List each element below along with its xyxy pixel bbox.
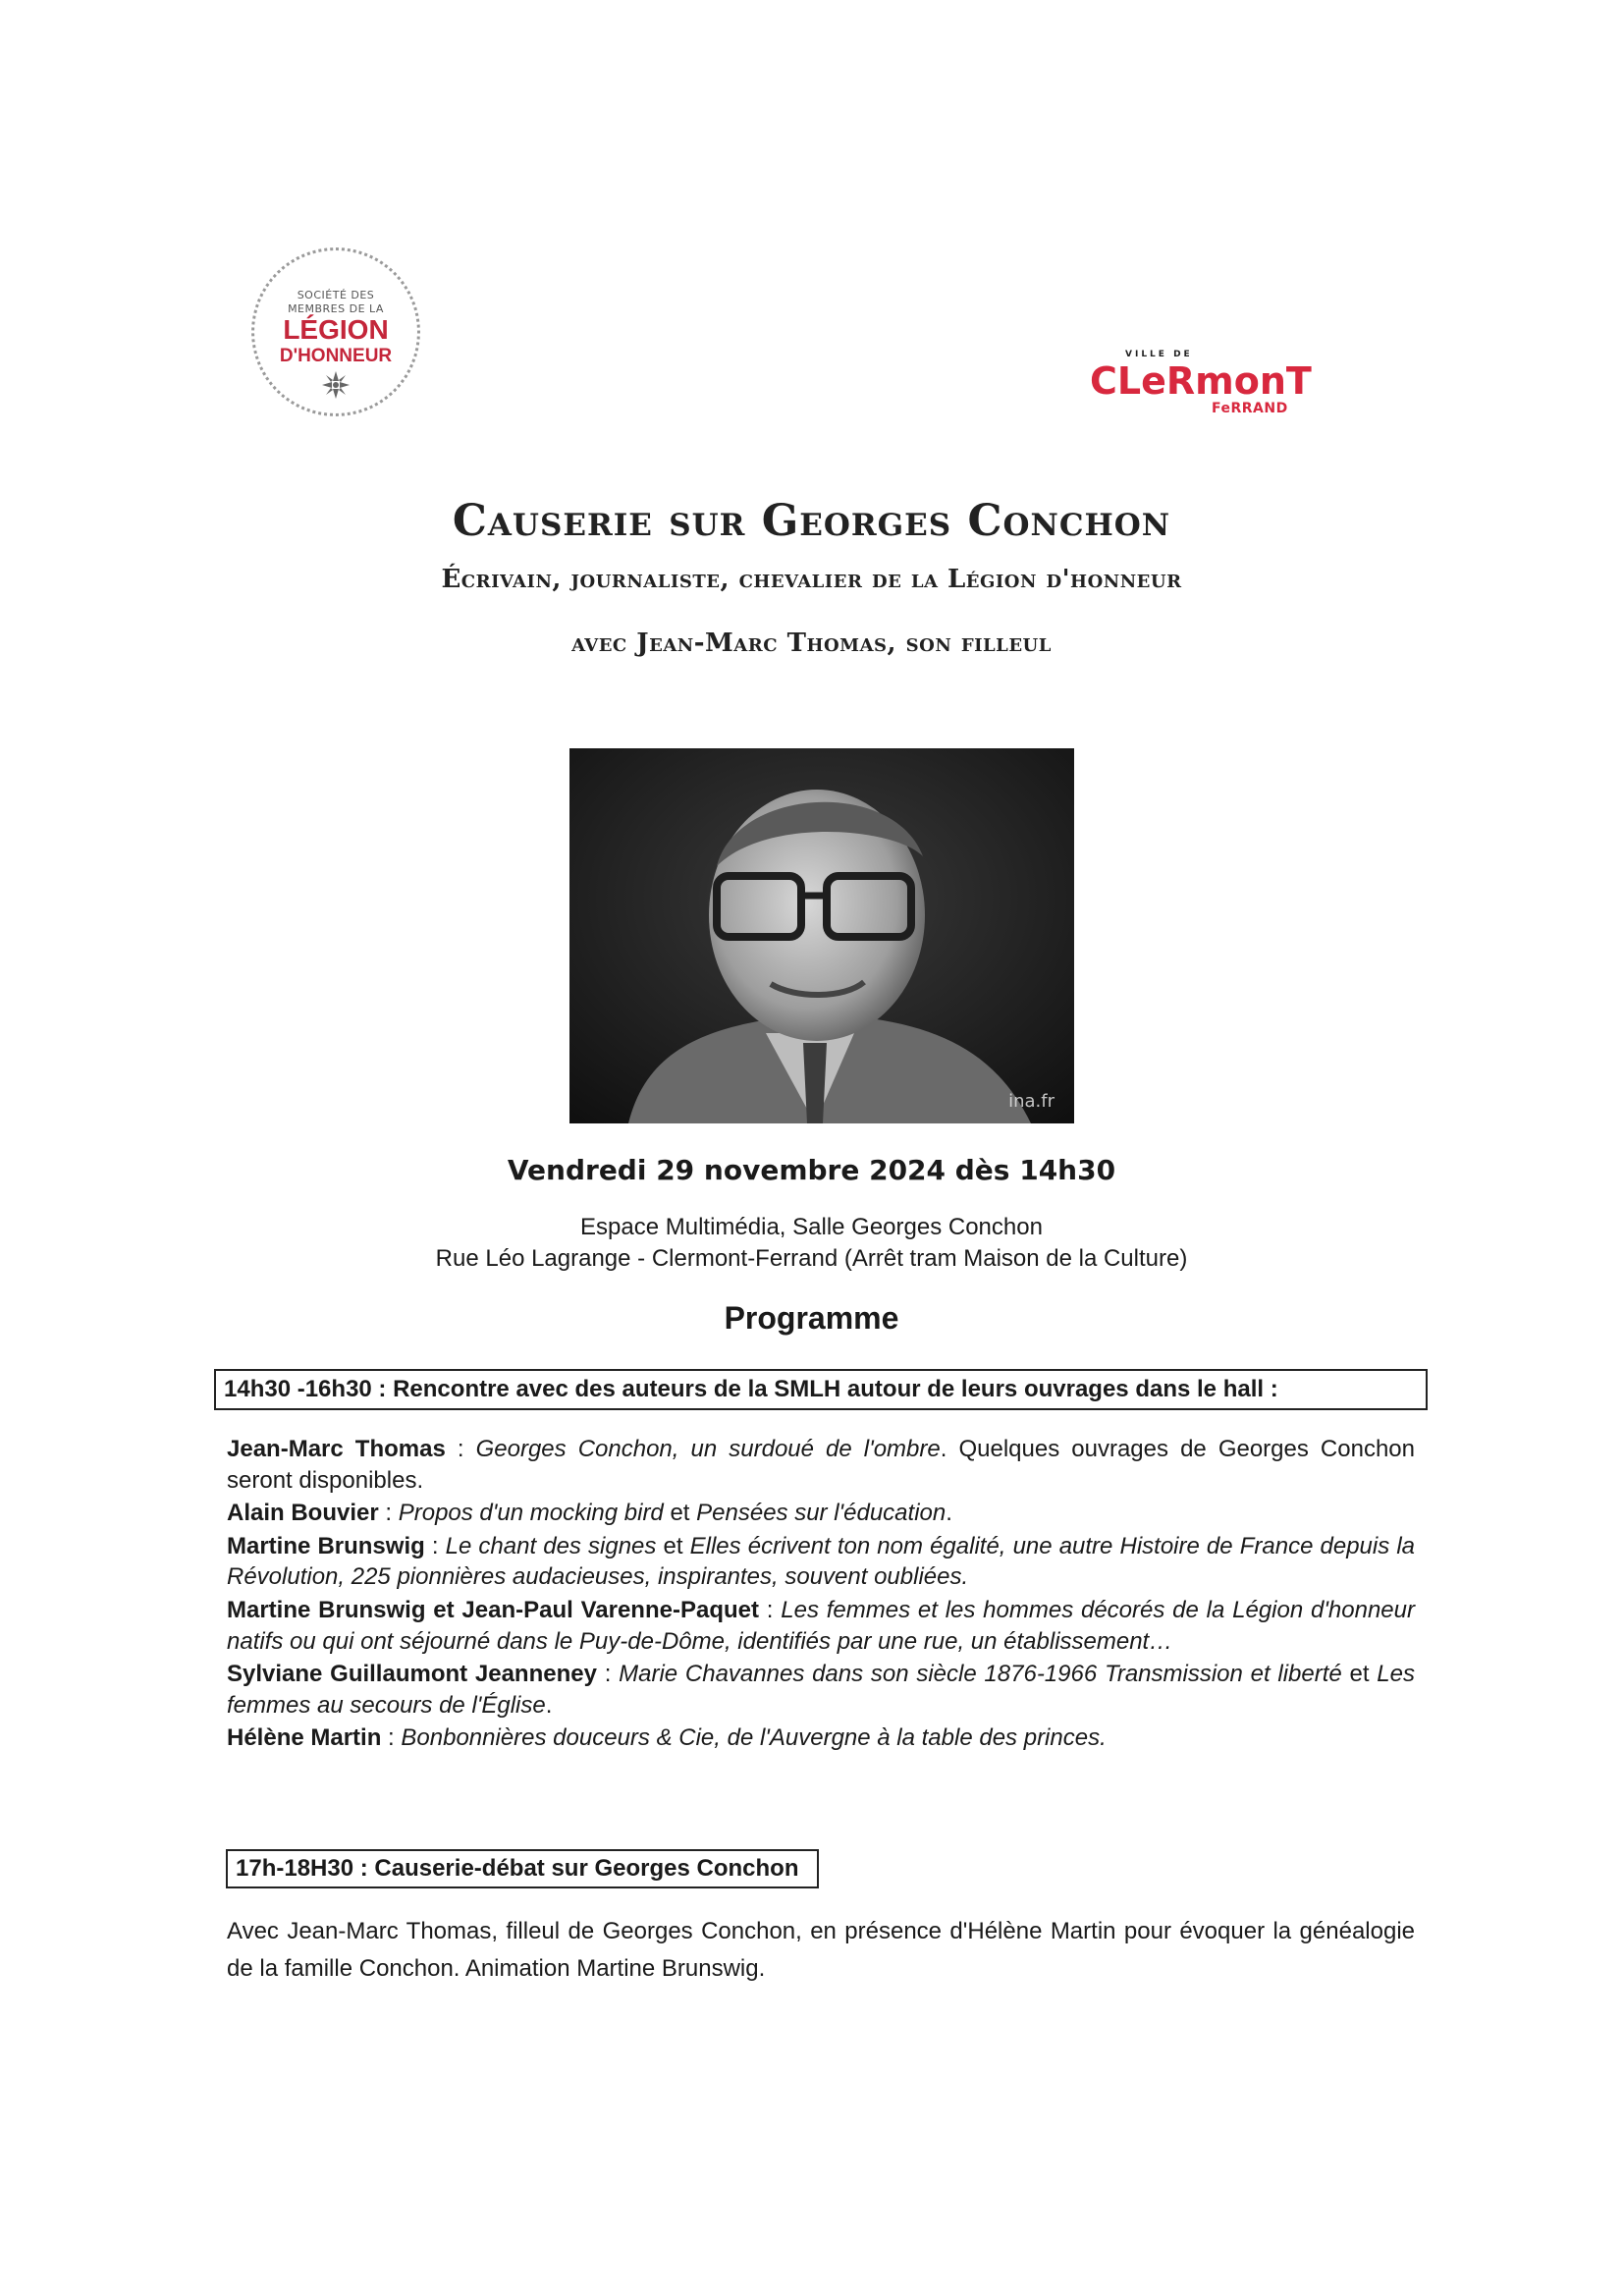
author-name: Martine Brunswig et Jean-Paul Varenne-Paquet xyxy=(227,1596,759,1623)
list-item xyxy=(227,1434,1415,1496)
programme-heading: Programme xyxy=(724,1300,899,1336)
event-venue: Espace Multimédia, Salle Georges Conchon xyxy=(580,1214,1043,1240)
author-name: Hélène Martin xyxy=(227,1724,382,1752)
logo-suffix: FeRRAND xyxy=(1212,401,1288,416)
entry-text: et xyxy=(663,1500,697,1527)
separator: : xyxy=(445,1436,476,1462)
portrait-illustration xyxy=(569,748,1074,1123)
entry-text: . xyxy=(545,1691,553,1719)
entry-text: . Quelques ouvrages de Georges Conchon seront disponibles. xyxy=(227,1436,1415,1494)
event-date: Vendredi 29 novembre 2024 dès 14h30 xyxy=(507,1154,1116,1186)
book-title: Le chant des signes xyxy=(445,1532,657,1559)
list-item xyxy=(227,1498,1415,1529)
separator: : xyxy=(596,1661,620,1688)
book-title: Propos d'un mocking bird xyxy=(398,1500,664,1527)
list-item xyxy=(227,1595,1415,1657)
event-address: Rue Léo Lagrange - Clermont-Ferrand (Arrêt tram Maison de la Culture) xyxy=(435,1245,1188,1272)
separator: : xyxy=(758,1596,782,1623)
smlh-logo xyxy=(251,247,420,416)
session-1-heading: 14h30 -16h30 : Rencontre avec des auteurs de la SMLH autour de leurs ouvrages dans le hall : xyxy=(214,1369,1428,1410)
logo-line-3: LÉGION xyxy=(283,314,389,345)
book-title: Bonbonnières douceurs & Cie, de l'Auvergne à la table des princes. xyxy=(401,1724,1107,1752)
photo-watermark: ina.fr xyxy=(1008,1091,1055,1112)
book-title: Georges Conchon, un surdoué de l'ombre xyxy=(475,1436,941,1462)
author-name: Jean-Marc Thomas xyxy=(227,1436,446,1462)
list-item xyxy=(227,1531,1415,1593)
logo-line-1: SOCIÉTÉ DES xyxy=(297,289,375,301)
book-title: Elles écrivent ton nom égalité, une autre Histoire de France depuis la Révolution, 225 pionnières audacieuses, inspirantes, souvent oubliées. xyxy=(227,1532,1416,1591)
list-item xyxy=(227,1722,1415,1754)
session-2-description: Avec Jean-Marc Thomas, filleul de Georges Conchon, en présence d'Hélène Martin pour évoquer la généalogie de la famille Conchon. Animation Martine Brunswig. xyxy=(227,1918,1415,1982)
logo-name: CLeRmonT xyxy=(1090,359,1312,403)
entry-text: . xyxy=(946,1500,952,1527)
logo-line-4: D'HONNEUR xyxy=(279,346,393,366)
session-2-heading: 17h-18H30 : Causerie-débat sur Georges Conchon xyxy=(226,1849,819,1888)
page-subtitle: Écrivain, journaliste, chevalier de la Légion d'honneur xyxy=(441,565,1182,594)
entry-text: et xyxy=(656,1532,690,1559)
author-name: Sylviane Guillaumont Jeanneney xyxy=(227,1661,597,1688)
page-title: Causerie sur Georges Conchon xyxy=(452,496,1171,546)
separator: : xyxy=(424,1532,446,1559)
book-title: Les femmes et les hommes décorés de la Légion d'honneur natifs ou qui ont séjourné dans le Puy-de-Dôme, identifiés par une rue, un établissement… xyxy=(227,1596,1415,1655)
book-title: Marie Chavannes dans son siècle 1876-1966 Transmission et liberté xyxy=(619,1661,1342,1688)
logo-line-2: MEMBRES DE LA xyxy=(288,302,384,315)
logo-prefix: VILLE DE xyxy=(1125,350,1193,359)
entry-text: et xyxy=(1341,1661,1378,1688)
separator: : xyxy=(381,1724,402,1752)
legion-cross-icon xyxy=(320,369,352,401)
list-item xyxy=(227,1659,1415,1721)
portrait-photo xyxy=(569,748,1074,1123)
book-title: Les femmes au secours de l'Église xyxy=(227,1661,1415,1719)
authors-list xyxy=(227,1434,1415,1756)
author-name: Alain Bouvier xyxy=(227,1500,379,1527)
separator: : xyxy=(378,1500,399,1527)
author-name: Martine Brunswig xyxy=(227,1532,425,1559)
book-title: Pensées sur l'éducation xyxy=(696,1500,947,1527)
clermont-ferrand-logo xyxy=(1090,350,1325,418)
page-subtitle-with: avec Jean-Marc Thomas, son filleul xyxy=(571,629,1052,658)
